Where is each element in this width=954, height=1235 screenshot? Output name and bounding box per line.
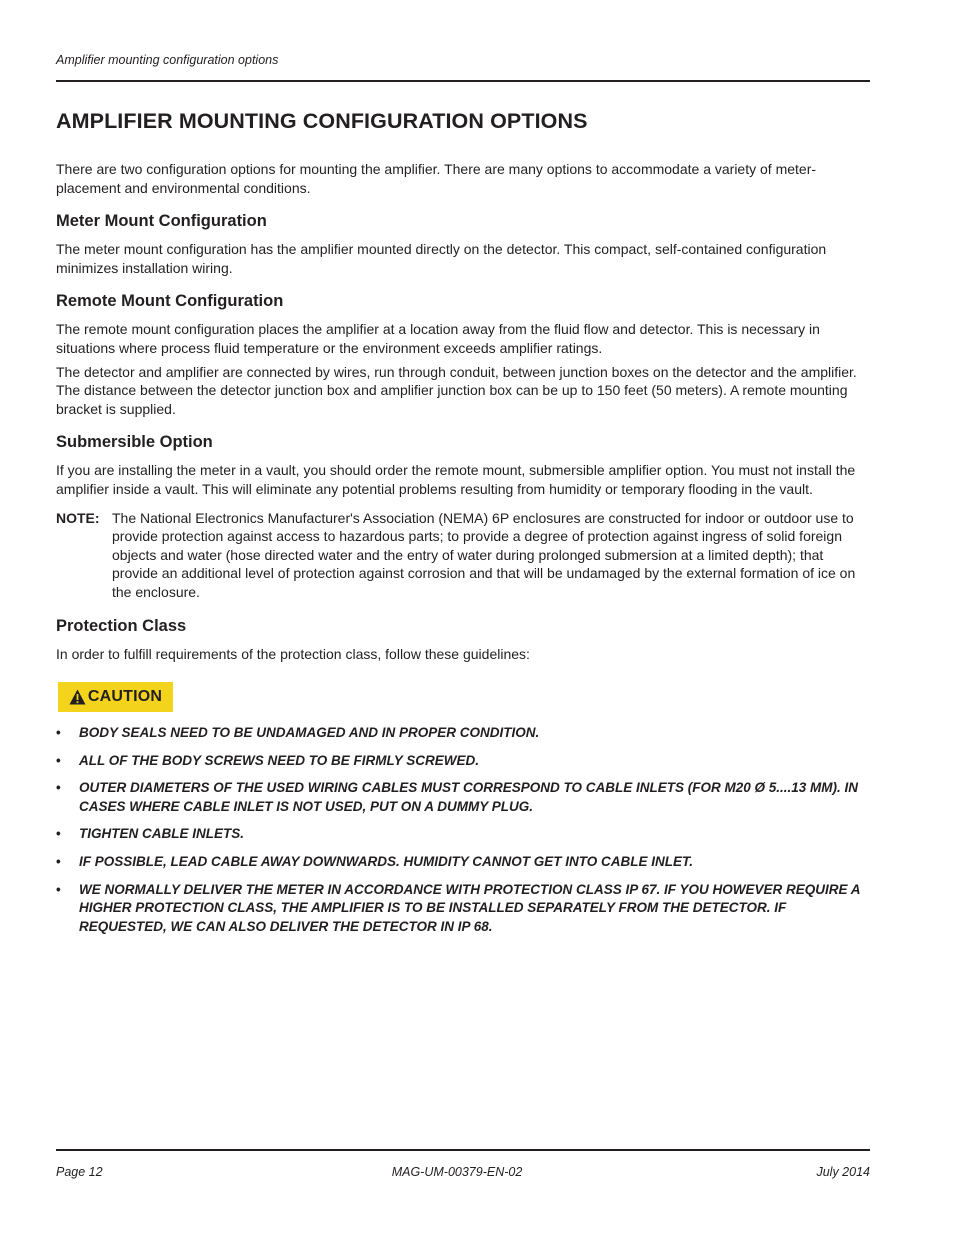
remote-mount-paragraph-1: The remote mount configuration places the amplifier at a location away from the fluid flow and detector. This is necessary in situations where process fluid temperature or the environment exceeds amplifier ratings. [56, 321, 820, 356]
bullet: • [56, 881, 61, 897]
publication-date: July 2014 [816, 1165, 870, 1179]
note-label: NOTE: [56, 509, 100, 526]
caution-banner [58, 682, 173, 712]
nema-note [56, 509, 870, 602]
footer-divider [56, 1149, 870, 1151]
guideline-text: IF POSSIBLE, LEAD CABLE AWAY DOWNWARDS. HUMIDITY CANNOT GET INTO CABLE INLET. [79, 854, 694, 870]
protection-class-heading: Protection Class [56, 616, 187, 635]
bullet: • [56, 854, 61, 870]
submersible-heading: Submersible Option [56, 433, 213, 452]
bullet: • [56, 780, 61, 796]
list-item [56, 779, 870, 816]
submersible-paragraph: If you are installing the meter in a vault, you should order the remote mount, submersible amplifier option. You must not install the amplifier inside a vault. This will eliminate any potential problems resulting from humidity or temporary flooding in the vault. [56, 462, 856, 497]
guideline-text: OUTER DIAMETERS OF THE USED WIRING CABLES MUST CORRESPOND TO CABLE INLETS (FOR M20 Ø 5....13 MM). IN CASES WHERE CABLE INLET IS NOT USED, PUT ON A DUMMY PLUG. [79, 780, 859, 814]
guideline-text: WE NORMALLY DELIVER THE METER IN ACCORDANCE WITH PROTECTION CLASS IP 67. IF YOU HOWEVER REQUIRE A HIGHER PROTECTION CLASS, THE AMPLIFIER IS TO BE INSTALLED SEPARATELY FROM THE DETECTOR. IF REQUESTED, WE CAN ALSO DELIVER THE DETECTOR IN IP 68. [79, 881, 861, 934]
page-content [56, 106, 870, 945]
guideline-text: BODY SEALS NEED TO BE UNDAMAGED AND IN PROPER CONDITION. [79, 725, 540, 741]
bullet: • [56, 826, 61, 842]
remote-mount-paragraph-2: The detector and amplifier are connected by wires, run through conduit, between junction boxes on the detector and the amplifier. The distance between the detector junction box and amplifier junction box can be up to 150 feet (50 meters). A remote mounting bracket is supplied. [56, 363, 857, 417]
meter-mount-paragraph: The meter mount configuration has the amplifier mounted directly on the detector. This compact, self-contained configuration minimizes installation wiring. [56, 241, 827, 276]
list-item [56, 825, 870, 844]
caution-label: CAUTION [87, 688, 163, 706]
list-item [56, 724, 870, 743]
warning-triangle-icon [69, 689, 86, 705]
list-item [56, 752, 870, 771]
header-divider [56, 80, 870, 82]
list-item [56, 853, 870, 872]
guideline-text: ALL OF THE BODY SCREWS NEED TO BE FIRMLY SCREWED. [79, 752, 480, 768]
page-title: AMPLIFIER MOUNTING CONFIGURATION OPTIONS [56, 109, 588, 133]
guideline-text: TIGHTEN CABLE INLETS. [79, 826, 244, 842]
guidelines-list [56, 724, 870, 936]
bullet: • [56, 752, 61, 768]
page-number: Page 12 [56, 1165, 103, 1179]
list-item [56, 881, 870, 937]
protection-class-paragraph: In order to fulfill requirements of the protection class, follow these guidelines: [56, 645, 530, 662]
meter-mount-heading: Meter Mount Configuration [56, 212, 267, 231]
running-header: Amplifier mounting configuration options [56, 53, 279, 67]
bullet: • [56, 725, 61, 741]
remote-mount-heading: Remote Mount Configuration [56, 292, 284, 311]
intro-paragraph: There are two configuration options for mounting the amplifier. There are many options to accommodate a variety of meter-placement and environmental conditions. [56, 161, 817, 196]
note-text: The National Electronics Manufacturer's Association (NEMA) 6P enclosures are constructed for indoor or outdoor use to provide protection against access to hazardous parts; to provide a degree of protection against ingress of solid foreign objects and water (hose directed water and the entry of water during prolonged submersion at a limited depth); that provide an additional level of protection against corrosion and that will be undamaged by the external formation of ice on the enclosure. [112, 509, 856, 600]
document-id: MAG-UM-00379-EN-02 [391, 1165, 523, 1179]
